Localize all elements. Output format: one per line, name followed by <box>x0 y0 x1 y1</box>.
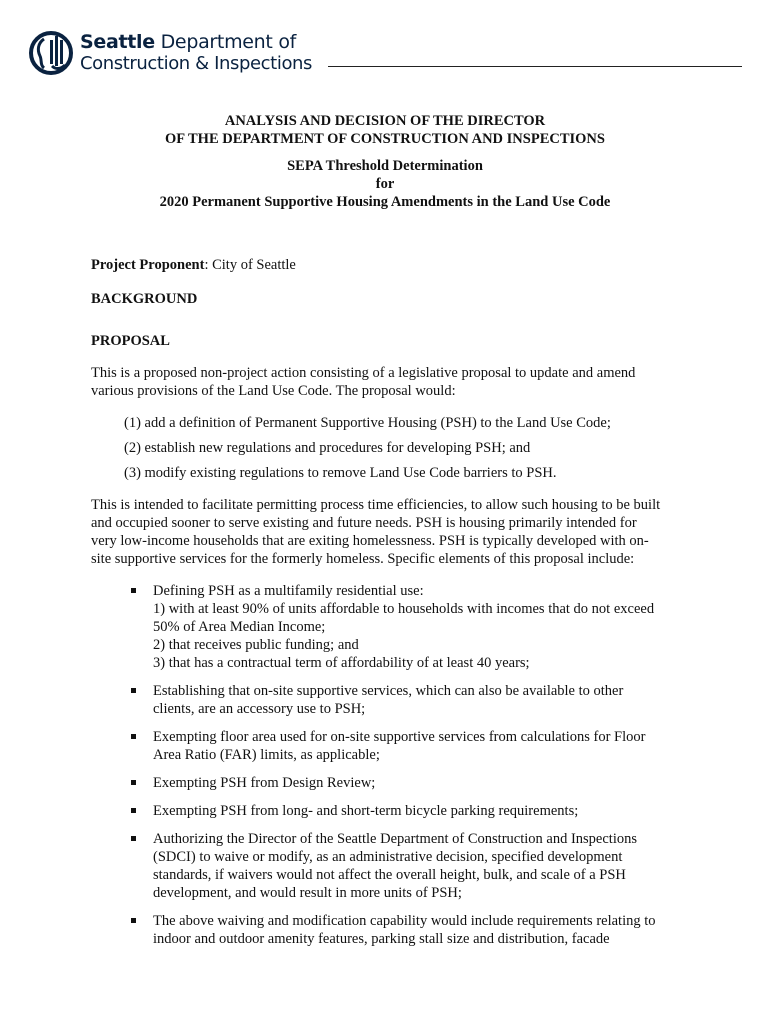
bullet-square-icon <box>131 688 136 693</box>
list-item: Authorizing the Director of the Seattle Department of Construction and Inspections (SDCI) to waive or modify, as an administrative decision, specified development standards, if waivers would not affect the overall height, bulk, and scale of a PSH development, and would result in more units of PSH; <box>91 830 666 902</box>
bullet-square-icon <box>131 808 136 813</box>
proponent-label: Project Proponent <box>91 257 205 273</box>
heading-proposal: PROPOSAL <box>91 333 170 349</box>
bullet-square-icon <box>131 918 136 923</box>
title-line-5: 2020 Permanent Supportive Housing Amendments in the Land Use Code <box>159 194 611 210</box>
title-line-2: OF THE DEPARTMENT OF CONSTRUCTION AND INSPECTIONS <box>165 131 605 147</box>
purpose-paragraph: This is intended to facilitate permitting process time efficiencies, to allow such housing to be built and occupied sooner to serve existing and future needs. PSH is housing primarily intended for very low-income households that are exiting homelessness. PSH is typically developed with on-site supportive services for the formerly homeless. Specific elements of this proposal include: <box>91 497 661 567</box>
bullet-square-icon <box>131 734 136 739</box>
bullet-square-icon <box>131 780 136 785</box>
list-item: Exempting PSH from Design Review; <box>91 774 666 792</box>
numbered-list <box>91 414 666 482</box>
sdci-logo <box>28 28 312 78</box>
seattle-seal-icon <box>28 30 74 76</box>
list-item: Exempting floor area used for on-site supportive services from calculations for Floor Area Ratio (FAR) limits, as applicable; <box>91 728 666 764</box>
title-line-1: ANALYSIS AND DECISION OF THE DIRECTOR <box>224 113 546 129</box>
logo-department: Department of <box>154 31 297 53</box>
title-line-4: for <box>375 176 395 192</box>
logo-wordmark <box>80 32 312 74</box>
title-block <box>0 112 770 211</box>
list-item: Defining PSH as a multifamily residential use: 1) with at least 90% of units affordable to households with incomes that do not exceed 50% of Area Median Income; 2) that receives public funding; and 3) that has a contractual term of affordability of at least 40 years; <box>91 582 666 672</box>
list-item: The above waiving and modification capability would include requirements relating to indoor and outdoor amenity features, parking stall size and distribution, facade <box>91 912 666 948</box>
elements-list <box>91 582 666 948</box>
proponent-value: : City of Seattle <box>204 257 296 273</box>
list-item: Exempting PSH from long- and short-term bicycle parking requirements; <box>91 802 666 820</box>
document-body <box>91 256 666 958</box>
intro-paragraph: This is a proposed non-project action consisting of a legislative proposal to update and amend various provisions of the Land Use Code. The proposal would: <box>91 365 636 399</box>
numbered-item-3: (3) modify existing regulations to remove Land Use Code barriers to PSH. <box>124 465 557 481</box>
heading-background: BACKGROUND <box>91 291 198 307</box>
numbered-item-2: (2) establish new regulations and procedures for developing PSH; and <box>124 440 531 456</box>
logo-seattle: Seattle <box>80 31 155 53</box>
bullet-square-icon <box>131 836 136 841</box>
project-proponent <box>91 256 666 274</box>
logo-construction-inspections: Construction & Inspections <box>80 53 313 74</box>
header-rule <box>328 66 742 67</box>
list-item: Establishing that on-site supportive services, which can also be available to other clients, are an accessory use to PSH; <box>91 682 666 718</box>
numbered-item-1: (1) add a definition of Permanent Supportive Housing (PSH) to the Land Use Code; <box>124 415 611 431</box>
title-line-3: SEPA Threshold Determination <box>287 158 483 174</box>
bullet-square-icon <box>131 588 136 593</box>
